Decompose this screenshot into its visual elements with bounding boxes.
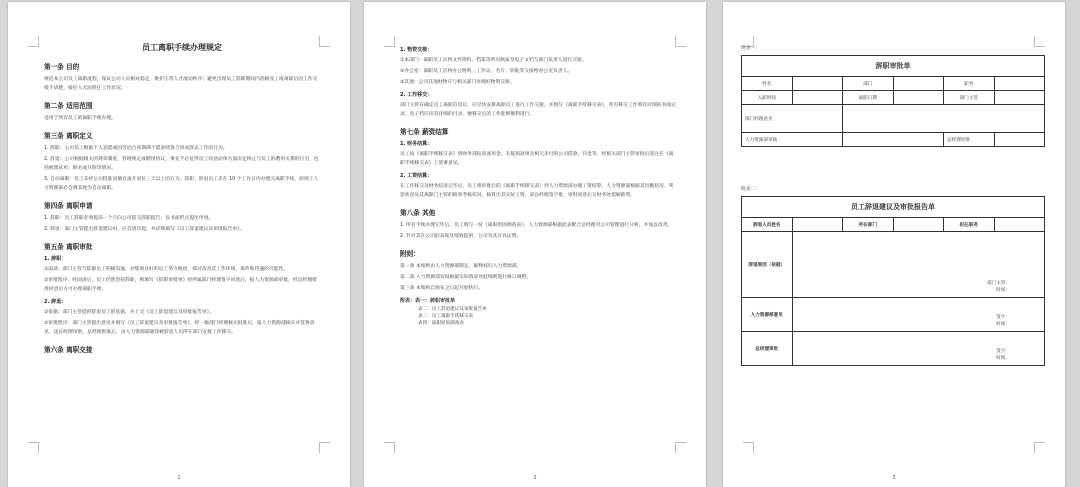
name-label: 姓名 <box>742 77 793 91</box>
page-number: 1 <box>177 475 181 481</box>
manager-field[interactable] <box>994 91 1045 105</box>
dismissed-name-field[interactable] <box>792 218 843 232</box>
manager-sign-label: 部门主管： <box>987 281 1010 286</box>
sign-label: 签字： <box>996 315 1010 320</box>
paragraph: 3. 自动离职：员工未经公司批准而擅自离开岗位三天以上的行为。辞职、辞退员工未在 10 个工作日内办理完离职手续，原则上人力资源部必会将其视为自动离职。 <box>44 177 319 191</box>
reason-label: 辞退原因（依据） <box>742 232 793 298</box>
article-4-heading: 第四条 离职申请 <box>44 202 93 210</box>
sub-heading: 1. 财务结算： <box>400 141 433 147</box>
position-field[interactable] <box>994 218 1045 232</box>
crop-mark <box>743 442 754 453</box>
attachment-item: 表二：员工辞退建议及审批报告单 <box>418 307 487 312</box>
crop-mark <box>319 442 330 453</box>
document-page-3 <box>723 2 1065 487</box>
reason-field[interactable] <box>792 232 1045 298</box>
sub-heading: 1. 辞职： <box>44 256 67 262</box>
page-content <box>400 42 676 327</box>
article-7-heading: 第七条 薪资结算 <box>400 128 449 136</box>
paragraph: 2. 针对其在公司的表现及绩效提供，公司为其开具证明。 <box>400 234 522 239</box>
dept-label: 部门 <box>843 77 894 91</box>
dept-opinion-label: 部门经理意见 <box>742 105 843 133</box>
dismissal-report-form <box>741 196 1045 366</box>
form-2-label: 附表二： <box>741 187 761 192</box>
paragraph: 员工按《离职手续移交表》到财务部结清备用金、未报销款项及相欠未付的公司借款、罚金等，经相关部门主管审批后签注在《离职手续移交表》上签署意见。 <box>400 152 674 166</box>
paragraph: 1. 所有手续办理完毕后，员工填写一份《离职原因调查表》，人力资源部根据此表配合总经理对公司管理进行分析，并加以改善。 <box>400 223 673 228</box>
crop-mark <box>384 442 395 453</box>
crop-mark <box>675 36 686 47</box>
hr-opinion-label: 人力资源部意见 <box>742 298 793 332</box>
leave-date-label: 离职日期 <box>843 91 894 105</box>
hr-review-field[interactable] <box>843 133 944 147</box>
hr-review-label: 人力资源部审核 <box>742 133 843 147</box>
article-3-heading: 第三条 离职定义 <box>44 132 93 140</box>
gm-review-label: 总经理审批 <box>742 332 793 366</box>
supplementary-heading: 附则： <box>400 250 420 258</box>
paragraph: 第一条 本细则由人力资源部制定，解释权归人力资源部。 <box>400 264 522 269</box>
article-6-heading: 第六条 离职交接 <box>44 346 93 354</box>
time-label: 时间： <box>996 322 1010 327</box>
crop-mark <box>384 36 395 47</box>
gm-review-field[interactable] <box>792 332 1045 366</box>
dept-field[interactable] <box>893 218 944 232</box>
paragraph: 1. 辞职：公司员工根据个人意愿或因劳动合同期满不愿意续签合同而辞去工作的行为。 <box>44 146 228 151</box>
crop-mark <box>28 442 39 453</box>
dept-label: 所在部门 <box>843 218 894 232</box>
sub-heading: 2. 工资结算： <box>400 173 433 179</box>
paragraph: ②审批程序：经面谈后，员工仍然坚持辞职，则填写《辞职审批单》经所属部门经理签字同意后，报人力资源部审批，经总经理批准同意后方可办理离职手续。 <box>44 278 317 292</box>
page-number: 2 <box>533 475 537 481</box>
document-title: 员工离职手续办理规定 <box>142 43 222 52</box>
page-content <box>44 42 320 358</box>
article-1-heading: 第一条 目的 <box>44 63 80 71</box>
leave-date-field[interactable] <box>893 91 944 105</box>
article-8-heading: 第八条 其他 <box>400 209 436 217</box>
paragraph: 部门主管在确定员工离职信息后，应尽快安排离职员工进行工作交接，并填写《离职手续移交表》，所有移交工作须有详细的书面记录，电子档应该有详细的目录，便移交后的工作能够顺利进行。 <box>400 103 676 117</box>
paragraph: 2. 辞退：公司根据相关的规章制度、管理规定或聘用协议，事先不必征得员工同意而单方面决定终止与员工的聘用关系的行为，包括被派试用、除名或开除等情况。 <box>44 157 319 171</box>
paragraph: ③其他：公司其他财物应与相关部门办理好物资交接。 <box>400 80 515 85</box>
attachments-label: 附表：表一：辞职审批单 <box>400 298 456 304</box>
time-label: 时间： <box>996 356 1010 361</box>
dept-opinion-field[interactable] <box>843 105 1045 133</box>
document-page-1 <box>8 2 350 487</box>
paragraph: ①本部门：离职员工应将文件资料、档案等所有纸质及电子文档与部门负责人进行交接。 <box>400 58 587 63</box>
gm-review-field[interactable] <box>994 133 1045 147</box>
sub-heading: 2. 辞退： <box>44 299 67 305</box>
form-title: 员工辞退建议及审批报告单 <box>742 197 1045 218</box>
page-number: 3 <box>892 475 896 481</box>
resignation-approval-form <box>741 55 1045 147</box>
name-field[interactable] <box>792 77 843 91</box>
paragraph: ①依据：部门主管提供辞退员工的依据，并上交《员工辞退建议及审批报告单》。 <box>44 310 214 315</box>
page-content <box>741 44 1045 366</box>
position-field[interactable] <box>994 77 1045 91</box>
join-date-label: 入职时间 <box>742 91 793 105</box>
manager-label: 部门主管 <box>944 91 995 105</box>
sign-label: 签字： <box>996 349 1010 354</box>
position-label: 担任职务 <box>944 218 995 232</box>
sub-heading: 1. 物资交接： <box>400 47 433 53</box>
paragraph: 第三条 本细则自颁布之日起开始执行。 <box>400 286 484 291</box>
paragraph: 2. 辞退：部门主管提出辞退建议时，应首请首提，并详细填写《员工辞退建议及审批报告单》。 <box>44 227 245 232</box>
paragraph: 1. 辞职：员工辞职必须提前一个月向公司提交辞职报告，以书面形式提出申请。 <box>44 216 214 221</box>
article-5-heading: 第五条 离职审批 <box>44 243 93 251</box>
crop-mark <box>675 442 686 453</box>
attachment-item: 表四：离职原因调查表 <box>418 321 464 326</box>
crop-mark <box>319 36 330 47</box>
attachment-item: 表三：员工离职手续移交表 <box>418 314 474 319</box>
sub-heading: 2. 工作移交： <box>400 92 433 98</box>
position-label: 职务 <box>944 77 995 91</box>
paragraph: ②办公室：离职员工应将办公物资、工作证、名片、钥匙等交接给办公室负责人。 <box>400 69 573 74</box>
paragraph: 适用于所有员工的离职手续办理。 <box>44 116 116 121</box>
hr-opinion-field[interactable] <box>792 298 1045 332</box>
time-label: 时间： <box>996 288 1010 293</box>
article-2-heading: 第二条 适用范围 <box>44 102 93 110</box>
crop-mark <box>1034 442 1045 453</box>
dismissed-name-label: 辞退人员姓名 <box>742 218 793 232</box>
paragraph: ①面谈：部门主管与辞职员工积极沟通，对绩效良好的员工努力挽留，探讨改善其工作环境、条件和待遇的可能性。 <box>44 267 289 272</box>
paragraph: ②审批程序：部门主管提出意见并填写《员工辞退建议及审批报告单》，经一级部门经理核实批准后，报人力资源部核实并签署意见，送总经理审批，总经理批准后，由人力资源部通知被辞退人员所在部门安排工作移交。 <box>44 321 315 335</box>
document-page-2 <box>364 2 706 487</box>
paragraph: 规范本公司员工离职流程，保证公司人员相对稳定，维护正常人才流动秩序；避免出现员工辞职期间内消极及工或离职后因工作交接不清楚，接任人无法胜任工作状况。 <box>44 77 318 91</box>
join-date-field[interactable] <box>792 91 843 105</box>
form-title: 辞职审批单 <box>742 56 1045 77</box>
dept-field[interactable] <box>893 77 944 91</box>
form-1-label: 附表一： <box>741 46 761 51</box>
crop-mark <box>28 36 39 47</box>
paragraph: 在工作移交及财务结清完毕后，员工将审批后的《离职手续移交表》到人力资源部办理工资结算，人力资源部根据其出勤状况、奖惩状况及其离职门主管的绩效考核状况，核算出其实际工资，拿总经理签字批，审批同意后交财务处提解薪资。 <box>400 184 674 198</box>
paragraph: 第二条 人力资源部有权根据实际情况对此细则进行修订调整。 <box>400 275 532 280</box>
gm-review-label: 总经理审批 <box>944 133 995 147</box>
